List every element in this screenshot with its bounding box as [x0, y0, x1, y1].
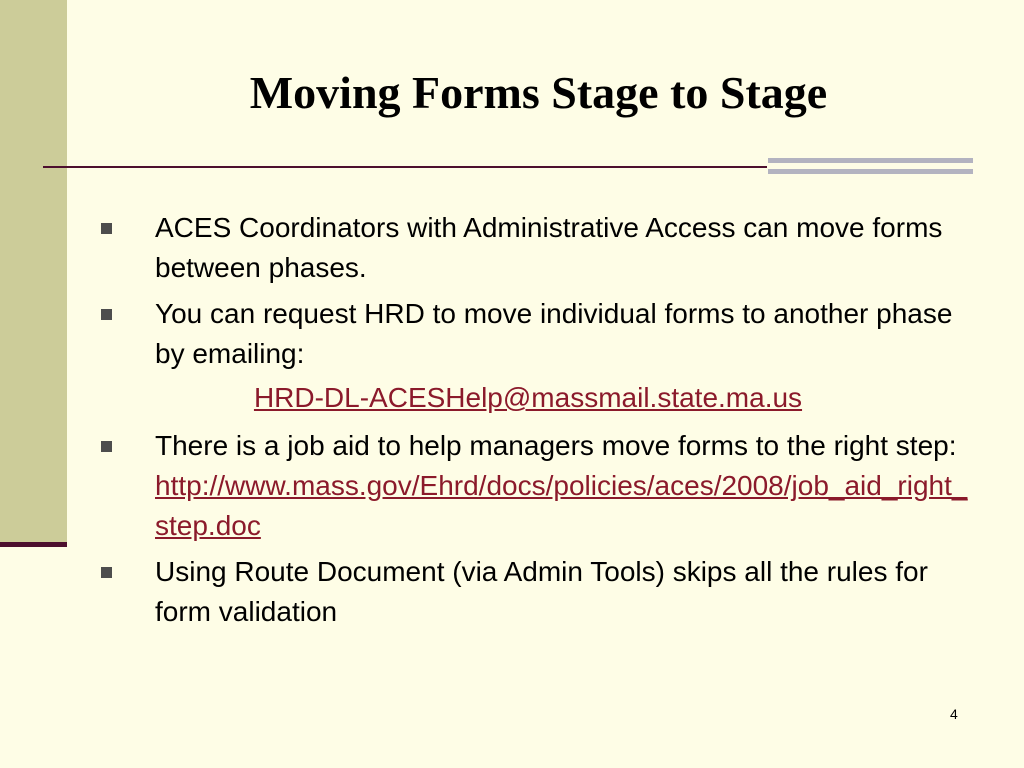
bullet-text: You can request HRD to move individual forms to another phase by emailing:	[155, 298, 953, 369]
bullet-text: ACES Coordinators with Administrative Access can move forms between phases.	[155, 212, 943, 283]
bullet-text: Using Route Document (via Admin Tools) skips all the rules for form validation	[155, 556, 928, 627]
page-number: 4	[950, 706, 958, 722]
left-band-underline	[0, 542, 67, 547]
bullet-item-route-document	[98, 552, 978, 632]
square-bullet-icon	[101, 441, 112, 452]
square-bullet-icon	[101, 223, 112, 234]
bullet-text: There is a job aid to help managers move forms to the right step:	[155, 430, 957, 461]
bullet-item-admin-access	[98, 208, 978, 288]
title-accent-bars	[768, 158, 973, 180]
bullet-item-request-hrd	[98, 294, 978, 374]
square-bullet-icon	[101, 309, 112, 320]
title-divider	[43, 166, 767, 168]
email-line	[98, 378, 978, 418]
square-bullet-icon	[101, 567, 112, 578]
bullet-list	[98, 208, 978, 638]
job-aid-link[interactable]: http://www.mass.gov/Ehrd/docs/policies/aces/2008/job_aid_right_step.doc	[155, 470, 968, 541]
slide-title: Moving Forms Stage to Stage	[249, 67, 828, 118]
email-link[interactable]: HRD-DL-ACESHelp@massmail.state.ma.us	[253, 382, 803, 413]
left-decor-band	[0, 0, 67, 547]
bullet-item-job-aid	[98, 426, 978, 546]
accent-bar-top	[768, 158, 973, 163]
accent-bar-bottom	[768, 169, 973, 174]
